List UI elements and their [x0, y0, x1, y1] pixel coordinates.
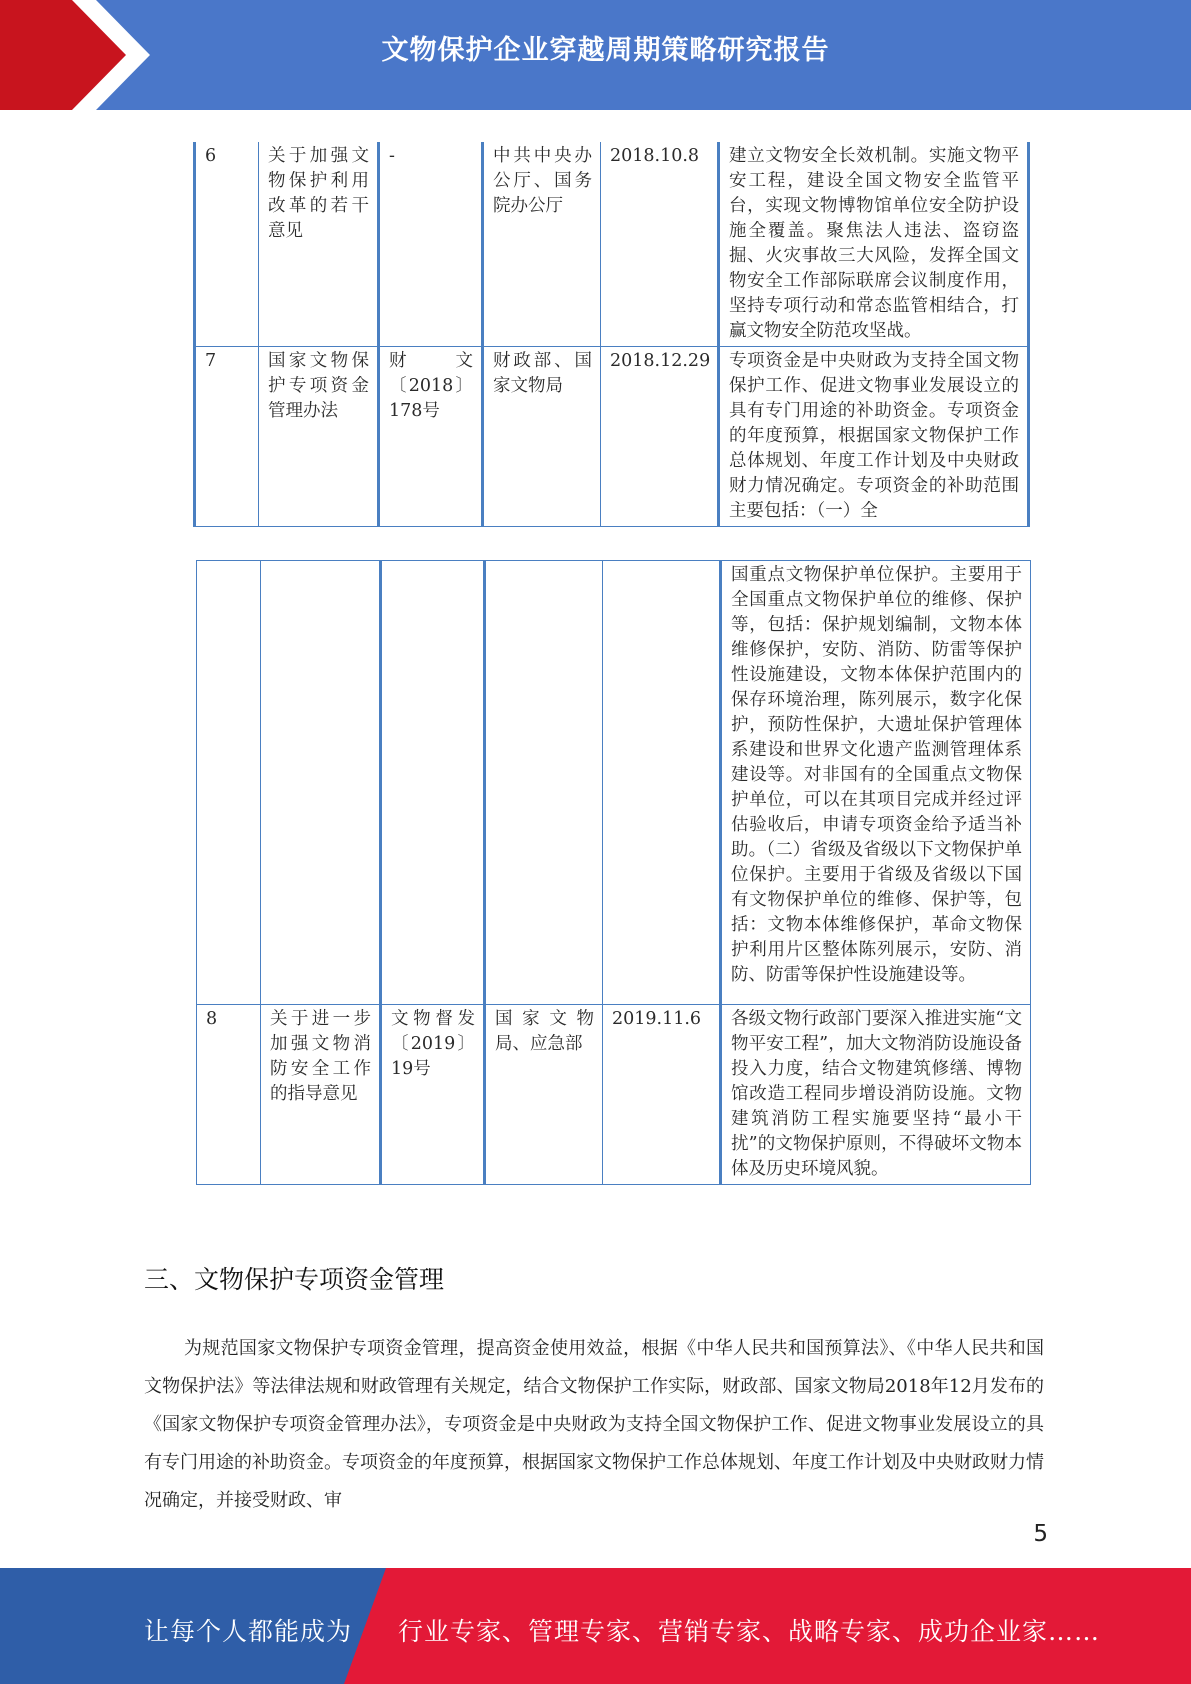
- document-number: [381, 561, 485, 1005]
- row-number: 6: [195, 142, 259, 347]
- section-heading: 三、文物保护专项资金管理: [144, 1265, 445, 1294]
- issuing-authority: [485, 561, 603, 1005]
- footer-slogan-left: 让每个人都能成为: [144, 1617, 353, 1646]
- document-number: 财 文〔2018〕178号: [379, 347, 483, 527]
- page-number: 5: [1033, 1521, 1048, 1547]
- policy-name: 关于加强文物保护利用改革的若干意见: [259, 142, 379, 347]
- issuing-authority: 国 家 文 物 局、应急部: [485, 1005, 603, 1185]
- policy-content: 各级文物行政部门要深入推进实施“文物平安工程”，加大文物消防设施设备投入力度，结合文物建筑修缮、博物馆改造工程同步增设消防设施。文物建筑消防工程实施要坚持“最小干扰”的文物保护原则，不得破坏文物本体及历史环境风貌。: [721, 1005, 1031, 1185]
- issue-date: 2018.10.8: [601, 142, 719, 347]
- policy-name: 关于进一步加强文物消防安全工作的指导意见: [261, 1005, 381, 1185]
- section-paragraph: 为规范国家文物保护专项资金管理，提高资金使用效益，根据《中华人民共和国预算法》、《中华人民共和国文物保护法》等法律法规和财政管理有关规定，结合文物保护工作实际，财政部、国家文物局2018年12月发布的《国家文物保护专项资金管理办法》，专项资金是中央财政为支持全国文物保护工作、促进文物事业发展设立的具有专门用途的补助资金。专项资金的年度预算，根据国家文物保护工作总体规划、年度工作计划及中央财政财力情况确定，并接受财政、审: [144, 1338, 1044, 1511]
- table-row: [197, 1005, 1031, 1185]
- table-row: [195, 142, 1029, 347]
- issuing-authority: 财政部、国家文物局: [483, 347, 601, 527]
- policy-table-part-2: [196, 560, 1031, 1185]
- document-number: 文物督发〔2019〕19号: [381, 1005, 485, 1185]
- page-footer: [0, 1568, 1191, 1684]
- document-number: -: [379, 142, 483, 347]
- policy-content: 专项资金是中央财政为支持全国文物保护工作、促进文物事业发展设立的具有专门用途的补助资金。专项资金的年度预算，根据国家文物保护工作总体规划、年度工作计划及中央财政财力情况确定。专项资金的补助范围主要包括：（一）全: [719, 347, 1029, 527]
- issue-date: 2019.11.6: [603, 1005, 721, 1185]
- issuing-authority: 中共中央办公厅、国务院办公厅: [483, 142, 601, 347]
- policy-content: 国重点文物保护单位保护。主要用于全国重点文物保护单位的维修、保护等，包括：保护规划编制，文物本体维修保护，安防、消防、防雷等保护性设施建设，文物本体保护范围内的保存环境治理，陈列展示，数字化保护，预防性保护，大遗址保护管理体系建设和世界文化遗产监测管理体系建设等。对非国有的全国重点文物保护单位，可以在其项目完成并经过评估验收后，申请专项资金给予适当补助。（二）省级及省级以下文物保护单位保护。主要用于省级及省级以下国有文物保护单位的维修、保护等，包括：文物本体维修保护，革命文物保护利用片区整体陈列展示，安防、消防、防雷等保护性设施建设等。: [721, 561, 1031, 1005]
- table-row: [195, 347, 1029, 527]
- table-row: [197, 561, 1031, 1005]
- policy-name: 国家文物保护专项资金管理办法: [259, 347, 379, 527]
- footer-slogan-right: 行业专家、管理专家、营销专家、战略专家、成功企业家……: [398, 1617, 1101, 1646]
- page-header: [0, 0, 1191, 110]
- report-title: 文物保护企业穿越周期策略研究报告: [381, 35, 830, 66]
- row-number: [197, 561, 261, 1005]
- row-number: 7: [195, 347, 259, 527]
- issue-date: [603, 561, 721, 1005]
- issue-date: 2018.12.29: [601, 347, 719, 527]
- policy-name: [261, 561, 381, 1005]
- policy-table-part-1: [193, 142, 1030, 527]
- row-number: 8: [197, 1005, 261, 1185]
- policy-content: 建立文物安全长效机制。实施文物平安工程，建设全国文物安全监管平台，实现文物博物馆单位安全防护设施全覆盖。聚焦法人违法、盗窃盗掘、火灾事故三大风险，发挥全国文物安全工作部际联席会议制度作用，坚持专项行动和常态监管相结合，打赢文物安全防范攻坚战。: [719, 142, 1029, 347]
